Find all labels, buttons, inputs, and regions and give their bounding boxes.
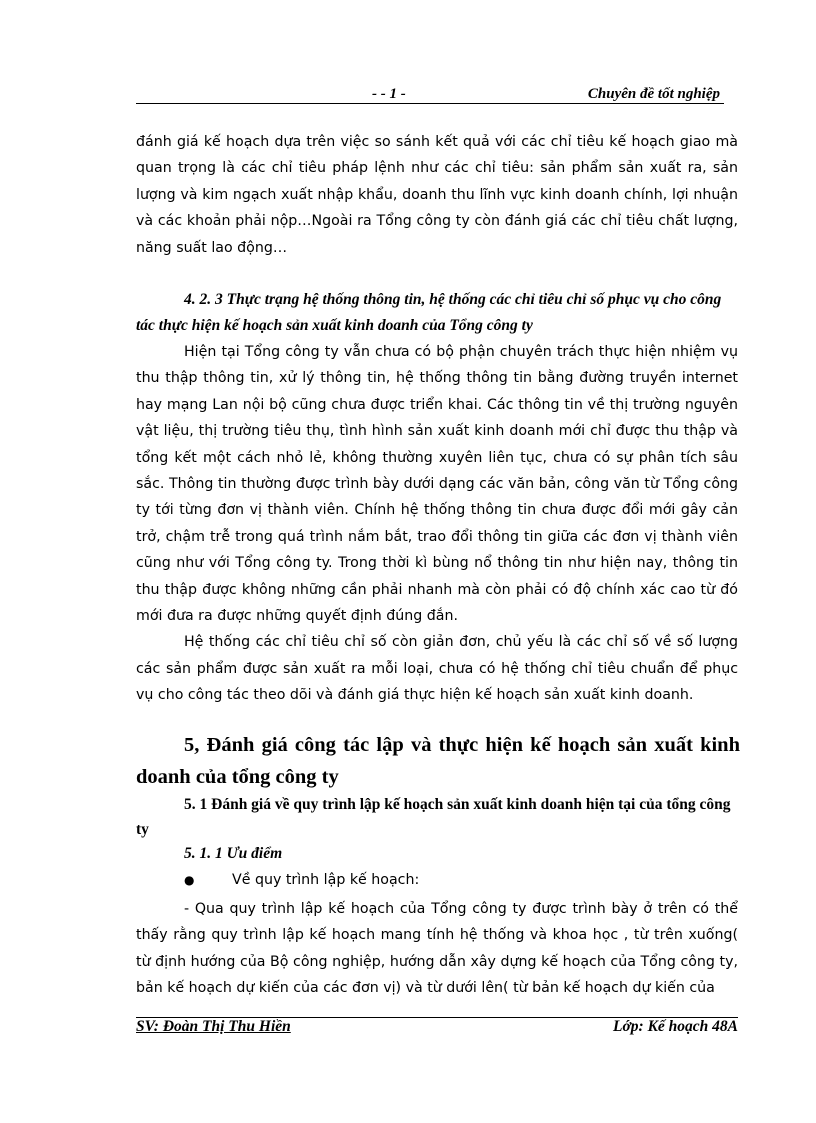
section-4-2-3-body bbox=[136, 339, 738, 709]
section-4-2-3-heading-text: 4. 2. 3 Thực trạng hệ thống thông tin, hệ thống các chỉ tiêu chỉ số phục vụ cho công tác thực hiện kế hoạch sản xuất kinh doanh của Tổng công ty bbox=[136, 291, 722, 334]
header-rule bbox=[136, 103, 724, 104]
section-4-2-3-paragraph-1: Hiện tại Tổng công ty vẫn chưa có bộ phận chuyên trách thực hiện nhiệm vụ thu thập thông tin, xử lý thông tin, hệ thống thông tin bằng đường truyền internet hay mạng Lan nội bộ cũng chưa được triển khai. Các thông tin về thị trường nguyên vật liệu, thị trường tiêu thụ, tình hình sản xuất kinh doanh mới chỉ được thu thập và tổng kết một cách nhỏ lẻ, không thường xuyên liên tục, chưa có sự phân tích sâu sắc. Thông tin thường được trình bày dưới dạng các văn bản, công văn từ Tổng công ty tới từng đơn vị thành viên. Chính hệ thống thông tin chưa được đổi mới gây cản trở, chậm trễ trong quá trình nắm bắt, trao đổi thông tin giữa các đơn vị thành viên cũng như với Tổng công ty. Trong thời kì bùng nổ thông tin như hiện nay, thông tin thu thập được không những cần phải nhanh mà còn phải có độ chính xác cao từ đó mới đưa ra được những quyết định đúng đắn. bbox=[136, 344, 738, 625]
section-5-1-1-paragraph: - Qua quy trình lập kế hoạch của Tổng công ty được trình bày ở trên có thể thấy rằng quy trình lập kế hoạch mang tính hệ thống và khoa học , từ trên xuống( từ định hướng của Bộ công nghiệp, hướng dẫn xây dựng kế hoạch của Tổng công ty, bản kế hoạch dự kiến của các đơn vị) và từ dưới lên( từ bản kế hoạch dự kiến của bbox=[136, 901, 738, 997]
header-title: Chuyên đề tốt nghiệp bbox=[587, 86, 720, 102]
section-5-1-1-body bbox=[136, 896, 738, 1002]
section-4-2-3-heading bbox=[136, 287, 740, 339]
section-5-heading-text: 5, Đánh giá công tác lập và thực hiện kế hoạch sản xuất kinh doanh của tổng công ty bbox=[136, 734, 740, 788]
footer-class: Lớp: Kế hoạch 48A bbox=[613, 1018, 738, 1035]
page-footer bbox=[136, 1018, 738, 1038]
page-number: - - 1 - bbox=[372, 86, 406, 102]
section-5-1-heading-text: 5. 1 Đánh giá về quy trình lập kế hoạch sản xuất kinh doanh hiện tại của tổng công ty bbox=[136, 796, 731, 838]
footer-student-name: SV: Đoàn Thị Thu Hiền bbox=[136, 1018, 291, 1035]
section-5-1-heading bbox=[136, 792, 740, 842]
bullet-icon: ● bbox=[184, 873, 195, 887]
section-5-1-1-heading: 5. 1. 1 Ưu điểm bbox=[184, 845, 283, 862]
bullet-text: Về quy trình lập kế hoạch: bbox=[232, 872, 420, 888]
section-5-heading bbox=[136, 729, 740, 793]
intro-paragraph-block bbox=[136, 129, 738, 261]
intro-paragraph: đánh giá kế hoạch dựa trên việc so sánh kết quả với các chỉ tiêu kế hoạch giao mà quan trọng là các chỉ tiêu pháp lệnh như các chỉ tiêu: sản phẩm sản xuất ra, sản lượng và kim ngạch xuất nhập khẩu, doanh thu lĩnh vực kinh doanh chính, lợi nhuận và các khoản phải nộp…Ngoài ra Tổng công ty còn đánh giá các chỉ tiêu chất lượng, năng suất lao động… bbox=[136, 134, 738, 256]
page-header bbox=[136, 86, 724, 104]
section-4-2-3-paragraph-2: Hệ thống các chỉ tiêu chỉ số còn giản đơn, chủ yếu là các chỉ số về số lượng các sản phẩm được sản xuất ra mỗi loại, chưa có hệ thống chỉ tiêu chuẩn để phục vụ cho công tác theo dõi và đánh giá thực hiện kế hoạch sản xuất kinh doanh. bbox=[136, 634, 738, 704]
